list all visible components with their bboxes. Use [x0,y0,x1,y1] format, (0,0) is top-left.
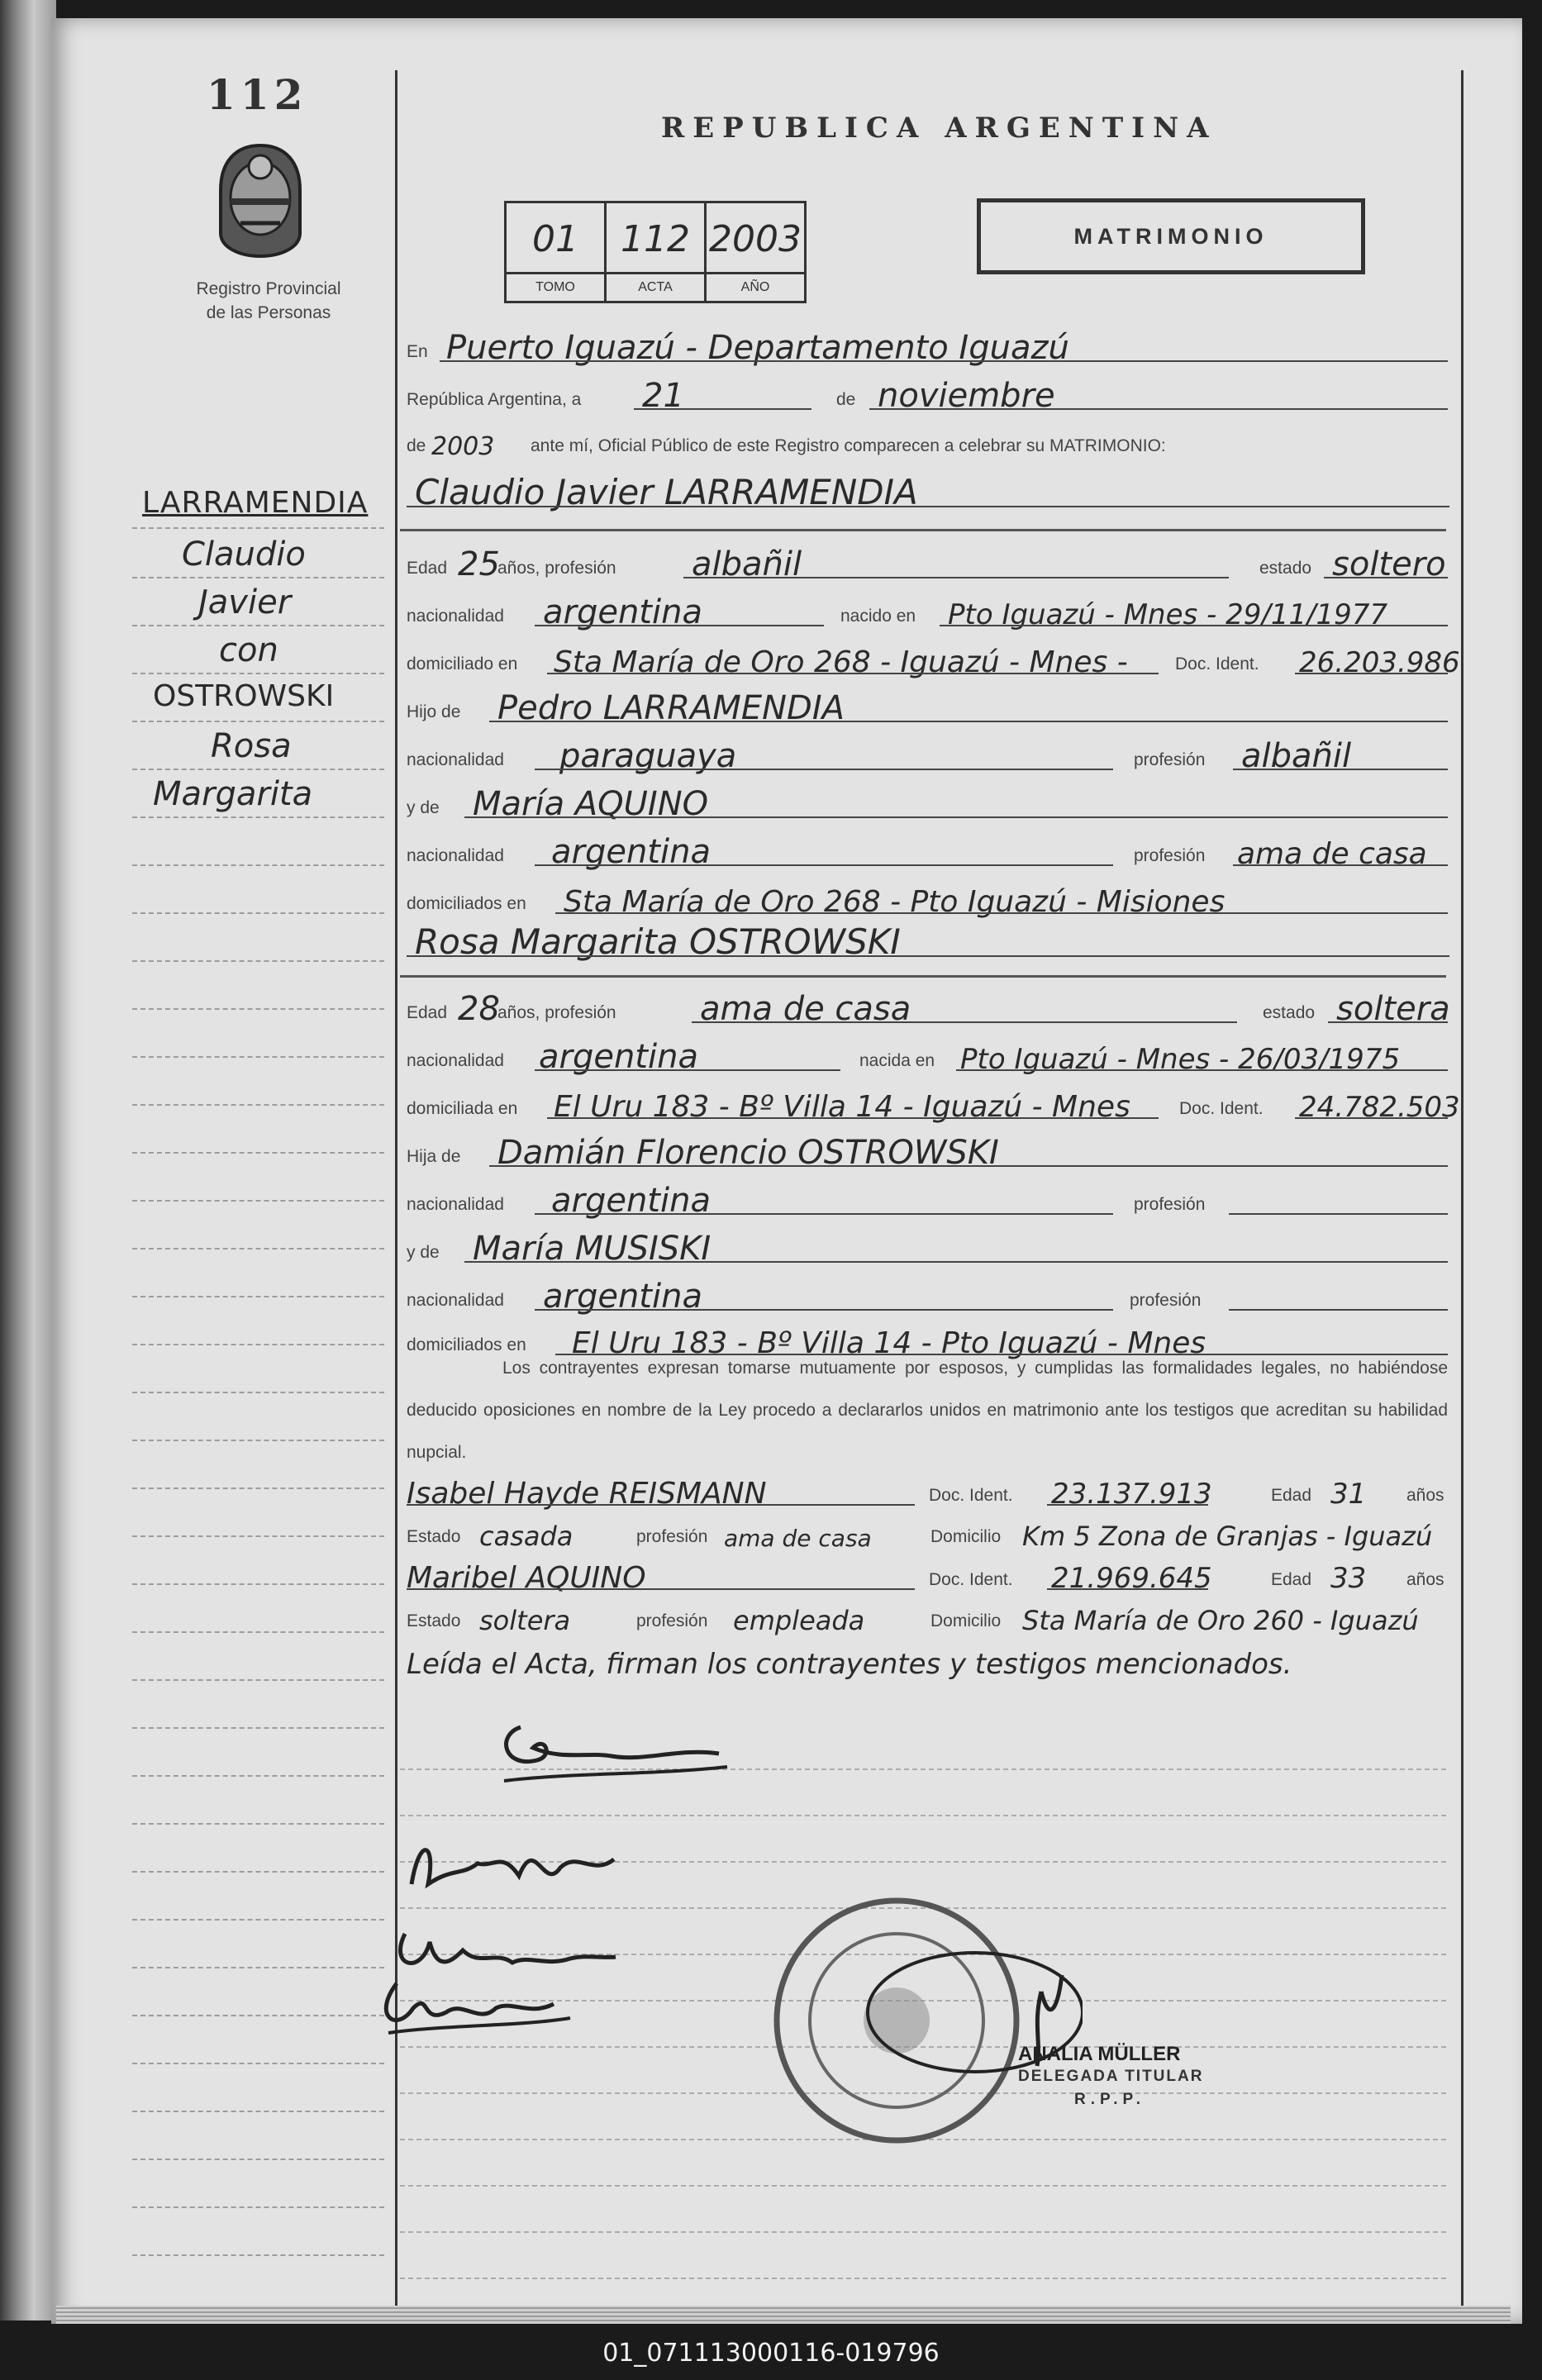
groom-domicilio: Sta María de Oro 268 - Iguazú - Mnes - [554,645,1128,679]
margin-rule [132,1104,384,1106]
anios-label: años [1406,1570,1444,1589]
padre-line [489,721,1448,722]
bride-domicilio: El Uru 183 - Bº Villa 14 - Iguazú - Mnes [554,1090,1130,1124]
margin-rule [132,816,384,818]
margin-rule [132,1200,384,1202]
doc-label: Doc. Ident. [1175,654,1259,674]
margin-rule [132,1679,384,1681]
bride-domicile-row [407,1086,1460,1124]
madre-line [464,816,1448,818]
padres-dom-line [555,912,1448,914]
body-rule [400,2278,1446,2279]
body-rule [400,2231,1446,2233]
anio-value: 2003 [709,218,802,260]
doc-line [1295,673,1448,674]
bride-father-row [407,1134,1448,1172]
margin-rule [132,2063,384,2064]
profesion-line [683,577,1229,578]
bride-nacida: Pto Iguazú - Mnes - 26/03/1975 [960,1043,1401,1076]
month: noviembre [878,377,1055,415]
bride-mother-nat-row [407,1278,1448,1316]
nacionalidad-label: nacionalidad [407,846,504,865]
witness2-doc: 21.969.645 [1051,1562,1212,1595]
groom-nacido: Pto Iguazú - Mnes - 29/11/1977 [948,598,1388,631]
intro-place-row [407,329,1448,367]
margin-rule [132,1488,384,1489]
y-de-label: y de [407,798,440,817]
margin-rule [132,1392,384,1393]
edad-label: Edad [1271,1486,1312,1505]
groom-madre-nac: argentina [551,833,711,871]
domicilio-line [547,673,1159,674]
groom-mother-nat-row [407,833,1448,871]
right-border [1461,70,1463,2306]
official-office: R.P.P. [1074,2091,1146,2108]
margin-rule [132,2254,384,2256]
bride-nacionalidad: argentina [539,1038,698,1076]
edad-label: Edad [407,1003,448,1022]
day: 21 [642,377,684,415]
witness2-row [407,1557,1448,1595]
groom-parents-dom-row [407,881,1448,919]
closing-row [407,1643,1448,1681]
republica-label: República Argentina, a [407,390,582,409]
doc-label: Doc. Ident. [1179,1099,1264,1118]
declaration-text: Los contrayentes expresan tomarse mutuamente por esposos, y cumplidas las formalidades legales, no habiéndose deducido oposiciones en nombre de la Ley procedo a declararlos unidos en matrimonio ante los testigos que acreditan su habilidad nupcial. [407,1359,1448,1462]
groom-doc: 26.203.986 [1299,646,1460,679]
de-label: de [836,390,856,409]
margin-rule [132,1823,384,1825]
bride-nationality-row [407,1038,1448,1076]
groom-edad: 25 [458,545,500,583]
nacido-line [940,625,1448,626]
place-line [440,360,1448,362]
margin-rule [132,864,384,866]
madre-nac-line [535,1309,1113,1311]
official-name: ANALIA MÜLLER [1018,2043,1181,2065]
witness2-edad: 33 [1330,1562,1367,1595]
act-type-box: MATRIMONIO [977,198,1365,274]
bride-signature [403,1818,626,1909]
groom-mother-row [407,785,1448,823]
groom-padres-dom: Sta María de Oro 268 - Pto Iguazú - Misiones [564,885,1226,919]
padre-nac-line [535,769,1113,770]
bride-doc: 24.782.503 [1299,1091,1460,1124]
groom-signature [488,1702,735,1793]
page-number: 112 [207,70,308,119]
margin-rule [132,1152,384,1154]
act-number-box [504,201,807,303]
y-de-label: y de [407,1243,440,1262]
profesion-label: profesión [636,1611,708,1630]
closing-text: Leída el Acta, firman los contrayentes y testigos mencionados. [407,1648,1292,1681]
witness2-name-line [407,1588,915,1590]
intro-date-row [407,377,1448,415]
margin-rule [132,2206,384,2208]
domiciliados-label: domiciliados en [407,894,526,913]
margin-rule [132,1967,384,1968]
book-binding [0,0,56,2320]
edad-label: Edad [407,559,448,578]
domiciliados-label: domiciliados en [407,1335,526,1354]
country-title: REPUBLICA ARGENTINA [661,112,1217,145]
bride-father-nat-row [407,1182,1448,1220]
estado-line [1328,1021,1448,1023]
profesion-label: profesión [1130,1291,1202,1310]
page-stack-edge [56,2306,1511,2324]
witness2-signature [372,1967,587,2041]
nacionalidad-label: nacionalidad [407,607,504,626]
padre-nac-line [535,1213,1113,1215]
margin-rule [132,1008,384,1010]
witness1-domicilio: Km 5 Zona de Granjas - Iguazú [1022,1521,1433,1552]
margin-rule [132,960,384,962]
place: Puerto Iguazú - Departamento Iguazú [446,329,1069,367]
madre-nac-line [535,864,1113,866]
groom-estado: soltero [1332,545,1446,583]
margin-rule [132,1248,384,1250]
anio-cell [707,203,804,301]
nacionalidad-label: nacionalidad [407,750,504,769]
body-rule [400,2185,1446,2187]
edad-label: Edad [1271,1570,1312,1589]
domicilio-label: Domicilio [930,1527,1002,1546]
witness1-edad: 31 [1330,1478,1367,1511]
witness1-name-line [407,1504,915,1506]
profesion-label: profesión [1134,750,1206,769]
bride-name-line [407,955,1449,957]
document-id-footer: 01_071113000116-019796 [602,2339,940,2368]
bride-padre-nac: argentina [551,1182,711,1220]
tomo-label: TOMO [507,272,604,301]
estado-label: Estado [407,1611,461,1630]
bride-estado: soltera [1336,990,1450,1028]
witness1-name: Isabel Hayde REISMANN [407,1477,767,1511]
margin-rule [132,625,384,626]
groom-profesion: albañil [692,545,802,583]
margin-note-line: Margarita [153,775,313,813]
witness1-detail-row [407,1514,1448,1552]
witness1-doc: 23.137.913 [1051,1478,1212,1511]
body-rule [400,1815,1446,1816]
estado-line [1324,577,1448,578]
margin-note-line: LARRAMENDIA [142,486,369,520]
nacionalidad-label: nacionalidad [407,1051,504,1070]
margin-rule [132,2015,384,2016]
bride-age-row [407,990,1448,1028]
margin-rule [132,527,384,529]
witness1-row [407,1473,1448,1511]
coat-of-arms-icon [211,140,310,260]
acta-value: 112 [621,218,690,260]
bride-padres-dom: El Uru 183 - Bº Villa 14 - Pto Iguazú - Mnes [572,1326,1206,1360]
domicilio-label: domiciliada en [407,1099,518,1118]
bride-full-name: Rosa Margarita OSTROWSKI [415,921,901,962]
groom-padre-prof: albañil [1241,737,1352,775]
hija-label: Hija de [407,1147,461,1166]
witness2-doc-line [1047,1588,1208,1590]
bride-madre: María MUSISKI [473,1230,712,1268]
nacionalidad-line [535,625,824,626]
margin-note-line: Rosa [211,727,292,765]
bride-separator [400,975,1446,978]
nacionalidad-line [535,1069,840,1071]
groom-full-name: Claudio Javier LARRAMENDIA [415,472,918,512]
witness2-detail-row [407,1598,1448,1636]
margin-rule [132,1056,384,1058]
tomo-cell [507,203,607,301]
acta-cell [607,203,707,301]
en-label: En [407,342,428,361]
groom-name-row [407,474,1448,512]
bride-name-row [407,921,1448,962]
registry-label-line2: de las Personas [206,303,331,322]
anios-label: años [1406,1486,1444,1505]
groom-separator [400,529,1446,531]
groom-madre-prof: ama de casa [1237,837,1427,871]
groom-padre: Pedro LARRAMENDIA [497,689,845,727]
nacionalidad-label: nacionalidad [407,1195,504,1214]
margin-note-line: con [219,631,278,669]
day-line [634,408,811,410]
groom-madre: María AQUINO [473,785,709,823]
month-line [869,408,1448,410]
padre-prof-line [1229,1213,1448,1215]
groom-father-row [407,689,1448,727]
padre-prof-line [1233,769,1448,770]
margin-rule [132,1440,384,1441]
anios-label: años, profesión [497,1003,616,1022]
margin-rule [132,1775,384,1777]
registry-label [165,277,372,325]
margin-note-line: OSTROWSKI [153,679,335,713]
margin-rule [132,1727,384,1729]
witness2-estado: soltera [479,1605,571,1636]
witness2-domicilio: Sta María de Oro 260 - Iguazú [1022,1605,1419,1636]
margin-note-line: Javier [198,583,292,621]
margin-rule [132,1871,384,1873]
groom-domicile-row [407,641,1460,679]
groom-padre-nac: paraguaya [559,737,737,775]
anios-label: años, profesión [497,559,616,578]
intro-statement-row [407,423,1448,461]
margin-rule [132,1344,384,1345]
year: 2003 [431,432,495,461]
profesion-line [692,1021,1237,1023]
bride-profesion: ama de casa [700,990,911,1028]
groom-age-row [407,545,1448,583]
margin-rule [132,1919,384,1921]
nacionalidad-label: nacionalidad [407,1291,504,1310]
nacida-line [956,1069,1448,1071]
witness1-estado: casada [479,1521,573,1552]
margin-rule [132,2159,384,2160]
margin-rule [132,912,384,914]
year-label: de [407,436,426,455]
domicilio-label: domiciliado en [407,654,518,674]
madre-prof-line [1233,864,1448,866]
margin-rule [132,1296,384,1297]
madre-prof-line [1229,1309,1448,1311]
estado-label: estado [1259,559,1312,578]
domicilio-line [547,1117,1159,1119]
doc-line [1295,1117,1448,1119]
acta-label: ACTA [607,272,704,301]
margin-rule [132,721,384,722]
padre-line [489,1165,1448,1167]
profesion-label: profesión [1134,846,1206,865]
witness2-profesion: empleada [733,1605,865,1636]
witness1-profesion: ama de casa [724,1525,872,1552]
hijo-label: Hijo de [407,702,461,721]
margin-note-line: Claudio [182,536,306,574]
statement: ante mí, Oficial Público de este Registro comparecen a celebrar su MATRIMONIO: [531,436,1166,455]
registry-label-line1: Registro Provincial [196,279,341,298]
madre-line [464,1261,1448,1263]
margin-rule [132,577,384,578]
margin-rule [132,1631,384,1633]
groom-father-nat-row [407,737,1448,775]
bride-edad: 28 [458,990,500,1028]
anio-label: AÑO [707,272,804,301]
margin-rule [132,1583,384,1585]
profesion-label: profesión [1134,1195,1206,1214]
groom-name-line [407,506,1449,507]
witness1-doc-line [1047,1504,1208,1506]
margin-rule [132,2111,384,2112]
bride-mother-row [407,1230,1448,1268]
estado-label: estado [1263,1003,1316,1022]
tomo-value: 01 [532,218,578,260]
estado-label: Estado [407,1527,461,1546]
doc-label: Doc. Ident. [929,1486,1013,1505]
nacido-label: nacido en [840,607,916,626]
witness2-name: Maribel AQUINO [407,1561,646,1595]
domicilio-label: Domicilio [930,1611,1002,1630]
bride-madre-nac: argentina [543,1278,702,1316]
margin-rule [132,673,384,674]
margin-rule [132,769,384,770]
bride-padre: Damián Florencio OSTROWSKI [497,1134,999,1172]
groom-nationality-row [407,593,1448,631]
margin-rule [132,1535,384,1537]
profesion-label: profesión [636,1527,708,1546]
groom-nacionalidad: argentina [543,593,702,631]
doc-label: Doc. Ident. [929,1570,1013,1589]
nacida-label: nacida en [859,1051,935,1070]
official-title: DELEGADA TITULAR [1018,2068,1204,2085]
